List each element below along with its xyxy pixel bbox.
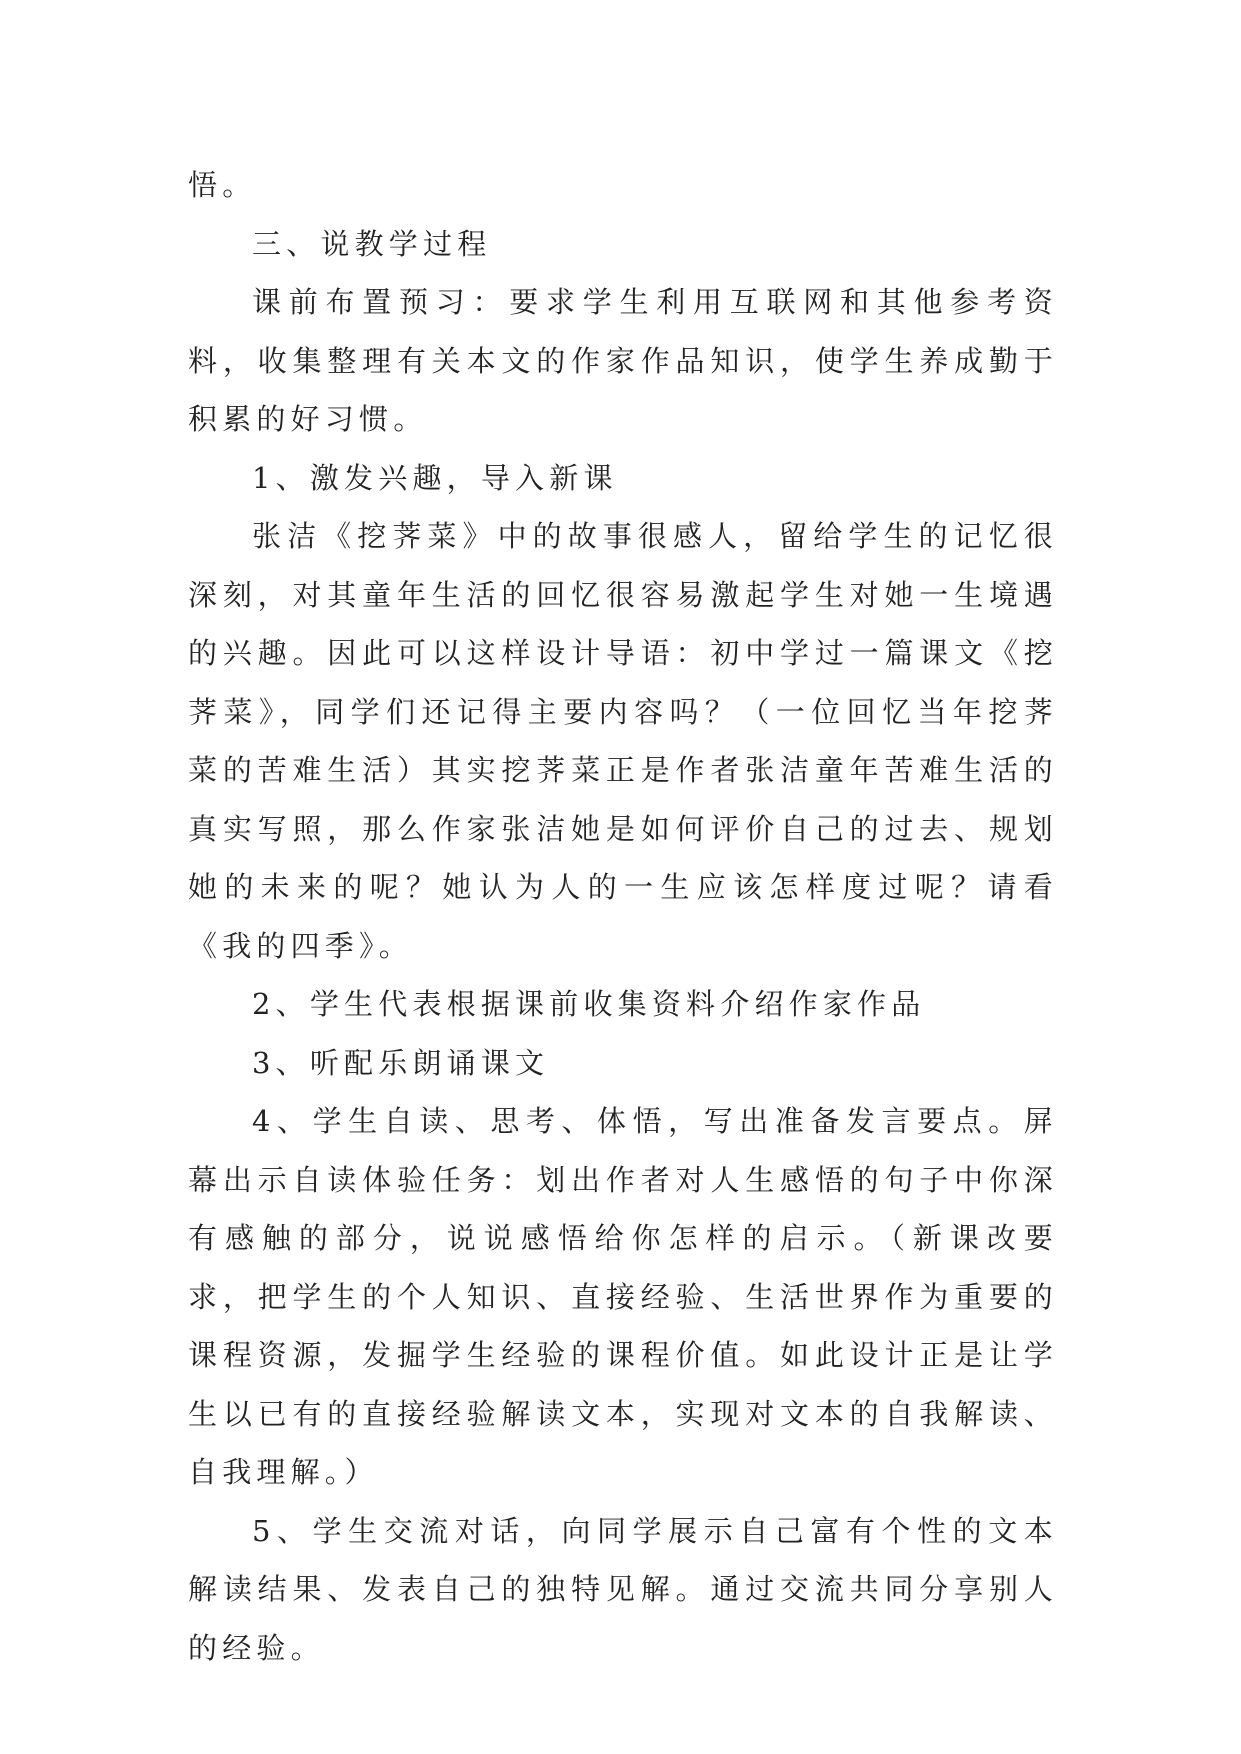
- paragraph-preview-assignment: 课前布置预习：要求学生利用互联网和其他参考资料，收集整理有关本文的作家作品知识，使学生养成勤于积累的好习惯。: [188, 285, 1058, 436]
- step-heading-2: 2、学生代表根据课前收集资料介绍作家作品: [252, 987, 926, 1021]
- step-heading-3: 3、听配乐朗诵课文: [252, 1045, 550, 1080]
- paragraph-step-4: 4、学生自读、思考、体悟，写出准备发言要点。屏幕出示自读体验任务：划出作者对人生感悟的句子中你深有感触的部分，说说感悟给你怎样的启示。（新课改要求，把学生的个人知识、直接经验、生活世界作为重要的课程资源，发掘学生经验的课程价值。如此设计正是让学生以已有的直接经验解读文本，实现对文本的自我解读、自我理解。）: [188, 1104, 1058, 1489]
- paragraph-continuation: 悟。: [188, 168, 257, 202]
- section-heading-teaching-process: 三、说教学过程: [252, 226, 492, 261]
- step-heading-1: 1、激发兴趣，导入新课: [252, 460, 618, 495]
- document-body: [188, 156, 1058, 1677]
- paragraph-introduction: 张洁《挖荠菜》中的故事很感人，留给学生的记忆很深刻，对其童年生活的回忆很容易激起学生对她一生境遇的兴趣。因此可以这样设计导语：初中学过一篇课文《挖荠菜》，同学们还记得主要内容吗？（一位回忆当年挖荠菜的苦难生活）其实挖荠菜正是作者张洁童年苦难生活的真实写照，那么作家张洁她是如何评价自己的过去、规划她的未来的呢？她认为人的一生应该怎样度过呢？请看《我的四季》。: [188, 519, 1058, 963]
- paragraph-step-5: 5、学生交流对话，向同学展示自己富有个性的文本解读结果、发表自己的独特见解。通过交流共同分享别人的经验。: [188, 1513, 1058, 1665]
